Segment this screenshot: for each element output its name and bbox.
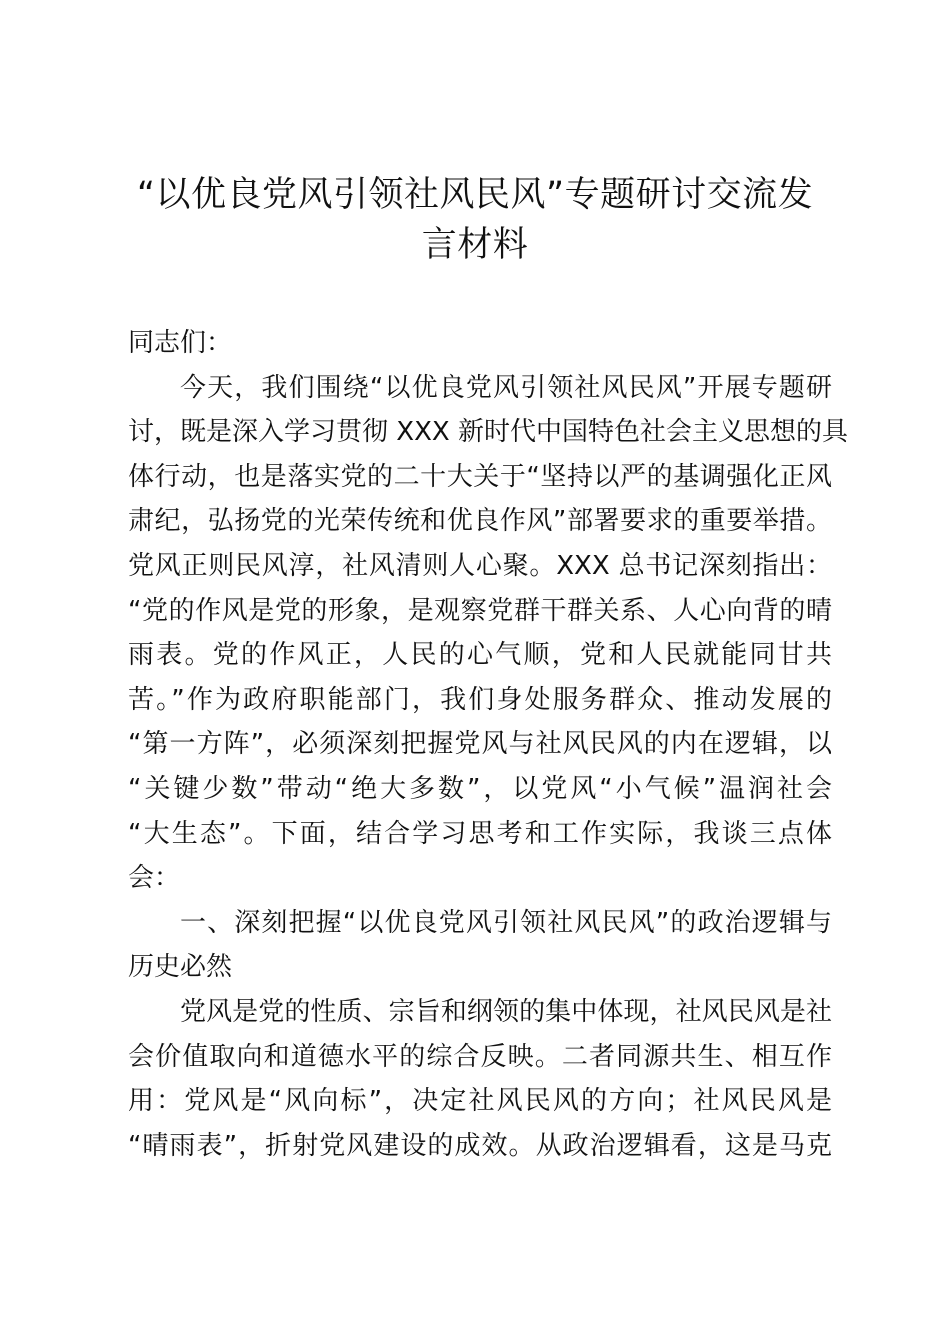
document-title	[100, 170, 850, 270]
body-text-line: “晴雨表”，折射党风建设的成效。从政治逻辑看，这是马克	[128, 1130, 832, 1161]
body-text-line: 党风是党的性质、宗旨和纲领的集中体现，社风民风是社	[180, 996, 832, 1027]
body-text-line: 一、深刻把握“以优良党风引领社风民风”的政治逻辑与	[180, 907, 832, 938]
title-line: “以优良党风引领社风民风”专题研讨交流发	[136, 175, 814, 215]
body-text-line: 雨表。党的作风正，人民的心气顺，党和人民就能同甘共	[128, 640, 832, 671]
body-text-line: 用：党风是“风向标”，决定社风民风的方向；社风民风是	[128, 1086, 832, 1117]
body-text-line: 讨，既是深入学习贯彻 XXX 新时代中国特色社会主义思想的具	[128, 417, 848, 448]
body-text-line: “大生态”。下面，结合学习思考和工作实际，我谈三点体	[128, 818, 832, 849]
body-text-line: 党风正则民风淳，社风清则人心聚。XXX 总书记深刻指出：	[128, 550, 832, 581]
body-text-line: 今天，我们围绕“以优良党风引领社风民风”开展专题研	[180, 372, 832, 403]
body-text-line: “关键少数”带动“绝大多数”，以党风“小气候”温润社会	[128, 773, 832, 804]
body-text-line: 会价值取向和道德水平的综合反映。二者同源共生、相互作	[128, 1041, 832, 1072]
body-text-line: “第一方阵”，必须深刻把握党风与社风民风的内在逻辑，以	[128, 729, 832, 760]
body-text-line: 肃纪，弘扬党的光荣传统和优良作风”部署要求的重要举措。	[128, 506, 832, 537]
document-body	[128, 321, 848, 1168]
body-text-line: “党的作风是党的形象，是观察党群干群关系、人心向背的晴	[128, 595, 832, 626]
body-text-line: 历史必然	[128, 952, 233, 983]
title-line: 言材料	[421, 225, 529, 265]
body-text-line: 会：	[128, 863, 181, 894]
body-text-line: 苦。”作为政府职能部门，我们身处服务群众、推动发展的	[128, 684, 832, 715]
body-text-line: 体行动，也是落实党的二十大关于“坚持以严的基调强化正风	[128, 461, 832, 492]
body-text-line: 同志们：	[128, 328, 233, 358]
